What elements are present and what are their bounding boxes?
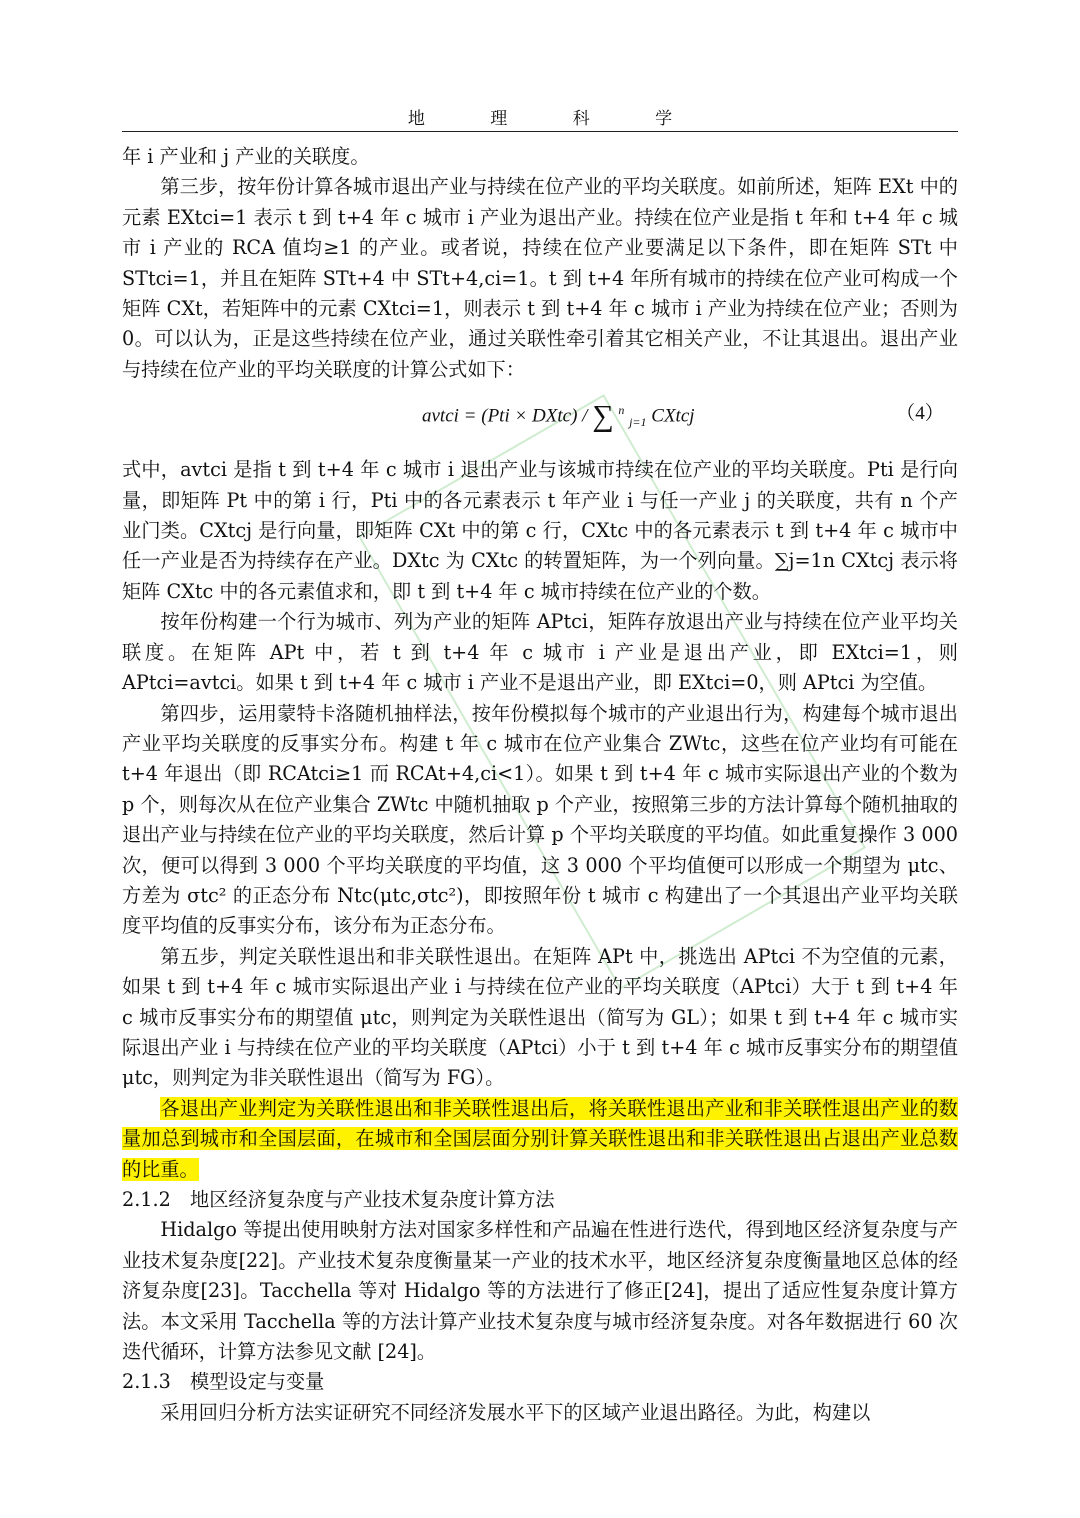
paragraph: 年 i 产业和 j 产业的关联度。 [122, 145, 370, 168]
paragraph: 采用回归分析方法实证研究不同经济发展水平下的区域产业退出路径。为此，构建以 [160, 1400, 871, 1424]
paragraph: 式中，avtci 是指 t 到 t+4 年 c 城市 i 退出产业与该城市持续在位产业的平均关联度。Pti 是行向量，即矩阵 Pt 中的第 i 行，Pti 中的各元素表示 t 年产业 i 与任一产业 j 的关联度，共有 n 个产业门类。CXtcj 是行向量，即矩阵 CXt 中的第 c 行，CXtc 中的各元素表示 t 到 t+4 年 c 城市中任一产业是否为持续存在产业。DXtc 为 CXtc 的转置矩阵，为一个列向量。∑j=1n CXtcj 表示将矩阵 CXtc 中的各元素值求和，即 t 到 t+4 年 c 城市持续在位产业的个数。 [122, 458, 958, 603]
summation-sign: ∑ [592, 399, 614, 433]
paragraph: 按年份构建一个行为城市、列为产业的矩阵 APtci，矩阵存放退出产业与持续在位产业平均关联度。在矩阵 APt 中，若 t 到 t+4 年 c 城市 i 产业是退出产业，即 EXtci=1，则 APtci=avtci。如果 t 到 t+4 年 c 城市 i 产业不是退出产业，即 EXtci=0，则 APtci 为空值。 [122, 610, 958, 695]
equation-term: CXtcj [651, 405, 695, 427]
equation-lhs: avtci = (Pti × DXtc) / [422, 405, 588, 427]
section-heading: 2.1.3 模型设定与变量 [122, 1370, 325, 1394]
equation-body [422, 395, 695, 438]
running-header: 地 理 科 学 [407, 109, 703, 129]
paragraph: 第四步，运用蒙特卡洛随机抽样法，按年份模拟每个城市的产业退出行为，构建每个城市退出产业平均关联度的反事实分布。构建 t 年 c 城市在位产业集合 ZWtc，这些在位产业均有可能在 t+4 年退出（即 RCAtci≥1 而 RCAt+4,ci<1）。如果 t 到 t+4 年 c 城市实际退出产业的个数为 p 个，则每次从在位产业集合 ZWtc 中随机抽取 p 个产业，按照第三步的方法计算每个随机抽取的退出产业与持续在位产业的平均关联度，然后计算 p 个平均关联度的平均值。如此重复操作 3 000 次，便可以得到 3 000 个平均关联度的平均值，这 3 000 个平均值便可以形成一个期望为 μtc、方差为 σtc² 的正态分布 Ntc(μtc,σtc²)，即按照年份 t 城市 c 构建出了一个其退出产业平均关联度平均值的反事实分布，该分布为正态分布。 [122, 701, 958, 938]
paragraph: 第五步，判定关联性退出和非关联性退出。在矩阵 APt 中，挑选出 APtci 不为空值的元素，如果 t 到 t+4 年 c 城市实际退出产业 i 与持续在位产业的平均关联度（APtci）大于 t 到 t+4 年 c 城市反事实分布的期望值 μtc，则判定为关联性退出（简写为 GL）；如果 t 到 t+4 年 c 城市实际退出产业 i 与持续在位产业的平均关联度（APtci）小于 t 到 t+4 年 c 城市反事实分布的期望值 μtc，则判定为非关联性退出（简写为 FG）。 [122, 944, 958, 1090]
section-heading: 2.1.2 地区经济复杂度与产业技术复杂度计算方法 [122, 1188, 555, 1211]
paragraph: 第三步，按年份计算各城市退出产业与持续在位产业的平均关联度。如前所述，矩阵 EXt 中的元素 EXtci=1 表示 t 到 t+4 年 c 城市 i 产业为退出产业。持续在位产业是指 t 年和 t+4 年 c 城市 i 产业的 RCA 值均≥1 的产业。或者说，持续在位产业要满足以下条件，即在矩阵 STt 中 STtci=1，并且在矩阵 STt+4 中 STt+4,ci=1。t 到 t+4 年所有城市的持续在位产业可构成一个矩阵 CXt，若矩阵中的元素 CXtci=1，则表示 t 到 t+4 年 c 城市 i 产业为持续在位产业；否则为 0。可以认为，正是这些持续在位产业，通过关联性牵引着其它相关产业，不让其退出。退出产业与持续在位产业的平均关联度的计算公式如下： [122, 175, 958, 381]
sum-lower-limit: j=1 [629, 415, 647, 430]
equation-number: （4） [896, 403, 944, 425]
paragraph: Hidalgo 等提出使用映射方法对国家多样性和产品遍在性进行迭代，得到地区经济复杂度与产业技术复杂度[22]。产业技术复杂度衡量某一产业的技术水平，地区经济复杂度衡量地区总体的经济复杂度[23]。Tacchella 等对 Hidalgo 等的方法进行了修正[24]，提出了适应性复杂度计算方法。本文采用 Tacchella 等的方法计算产业技术复杂度与城市经济复杂度。对各年数据进行 60 次迭代循环，计算方法参见文献 [24]。 [122, 1218, 958, 1364]
header-rule [122, 131, 958, 132]
highlighted-paragraph: 各退出产业判定为关联性退出和非关联性退出后，将关联性退出产业和非关联性退出产业的数量加总到城市和全国层面，在城市和全国层面分别计算关联性退出和非关联性退出占退出产业总数的比重。 [122, 1096, 958, 1181]
sum-upper-limit: n [618, 403, 625, 418]
page-body [122, 142, 958, 1428]
equation-4 [122, 385, 958, 455]
